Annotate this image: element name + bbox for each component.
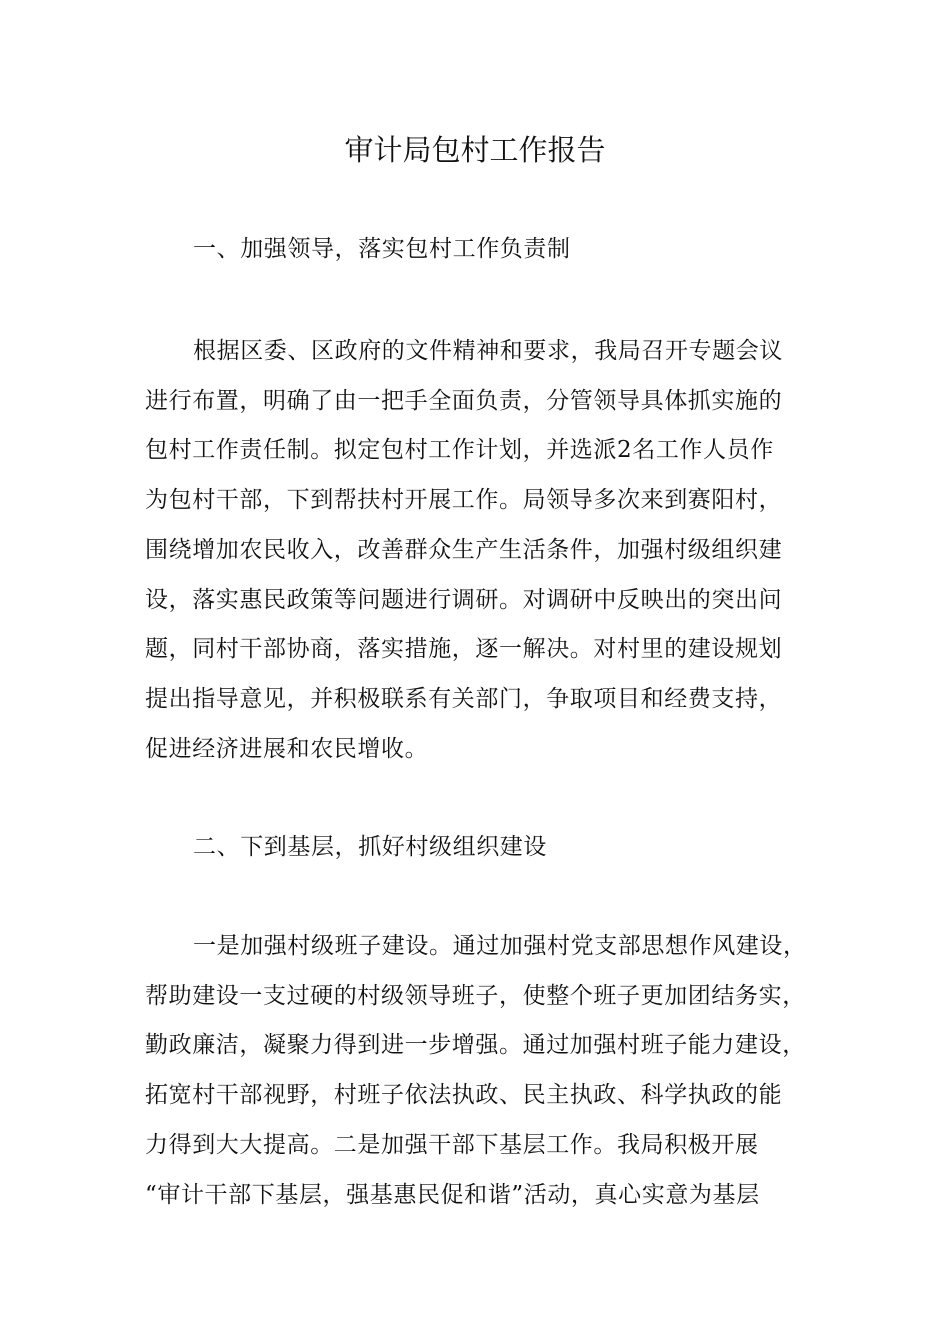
paragraph-line: 促进经济进展和农民增收。	[145, 735, 429, 762]
section-2-heading-block	[145, 823, 825, 873]
section-heading: 一、加强领导，落实包村工作负责制	[193, 236, 571, 262]
section-1-paragraph	[145, 327, 825, 774]
section-1-heading-block	[145, 225, 825, 275]
paragraph-line: 拓宽村干部视野，村班子依法执政、民主执政、科学执政的能	[145, 1082, 783, 1109]
paragraph-line: 根据区委、区政府的文件精神和要求，我局召开专题会议	[193, 338, 783, 364]
paragraph-line: 围绕增加农民收入，改善群众生产生活条件，加强村级组织建	[145, 536, 783, 563]
paragraph-line: 力得到大大提高。二是加强干部下基层工作。我局积极开展	[145, 1131, 759, 1158]
section-heading: 二、下到基层，抓好村级组织建设	[193, 834, 547, 860]
document-title: 审计局包村工作报告	[344, 133, 606, 167]
paragraph-line: 提出指导意见，并积极联系有关部门，争取项目和经费支持，	[145, 685, 783, 712]
paragraph-line: 包村工作责任制。拟定包村工作计划，并选派2名工作人员作	[145, 437, 774, 464]
paragraph-line: 题，同村干部协商，落实措施，逐一解决。对村里的建设规划	[145, 636, 783, 663]
paragraph-line: 为包村干部，下到帮扶村开展工作。局领导多次来到赛阳村，	[145, 487, 783, 514]
section-2-paragraph	[145, 922, 825, 1220]
paragraph-line: 帮助建设一支过硬的村级领导班子，使整个班子更加团结务实，	[145, 982, 806, 1009]
paragraph-line: 一是加强村级班子建设。通过加强村党支部思想作风建设，	[193, 933, 807, 959]
paragraph-line: 勤政廉洁，凝聚力得到进一步增强。通过加强村班子能力建设，	[145, 1032, 806, 1059]
paragraph-line: “审计干部下基层，强基惠民促和谐”活动，真心实意为基层	[145, 1181, 760, 1208]
paragraph-line: 进行布置，明确了由一把手全面负责，分管领导具体抓实施的	[145, 387, 783, 414]
paragraph-line: 设，落实惠民政策等问题进行调研。对调研中反映出的突出问	[145, 586, 783, 613]
